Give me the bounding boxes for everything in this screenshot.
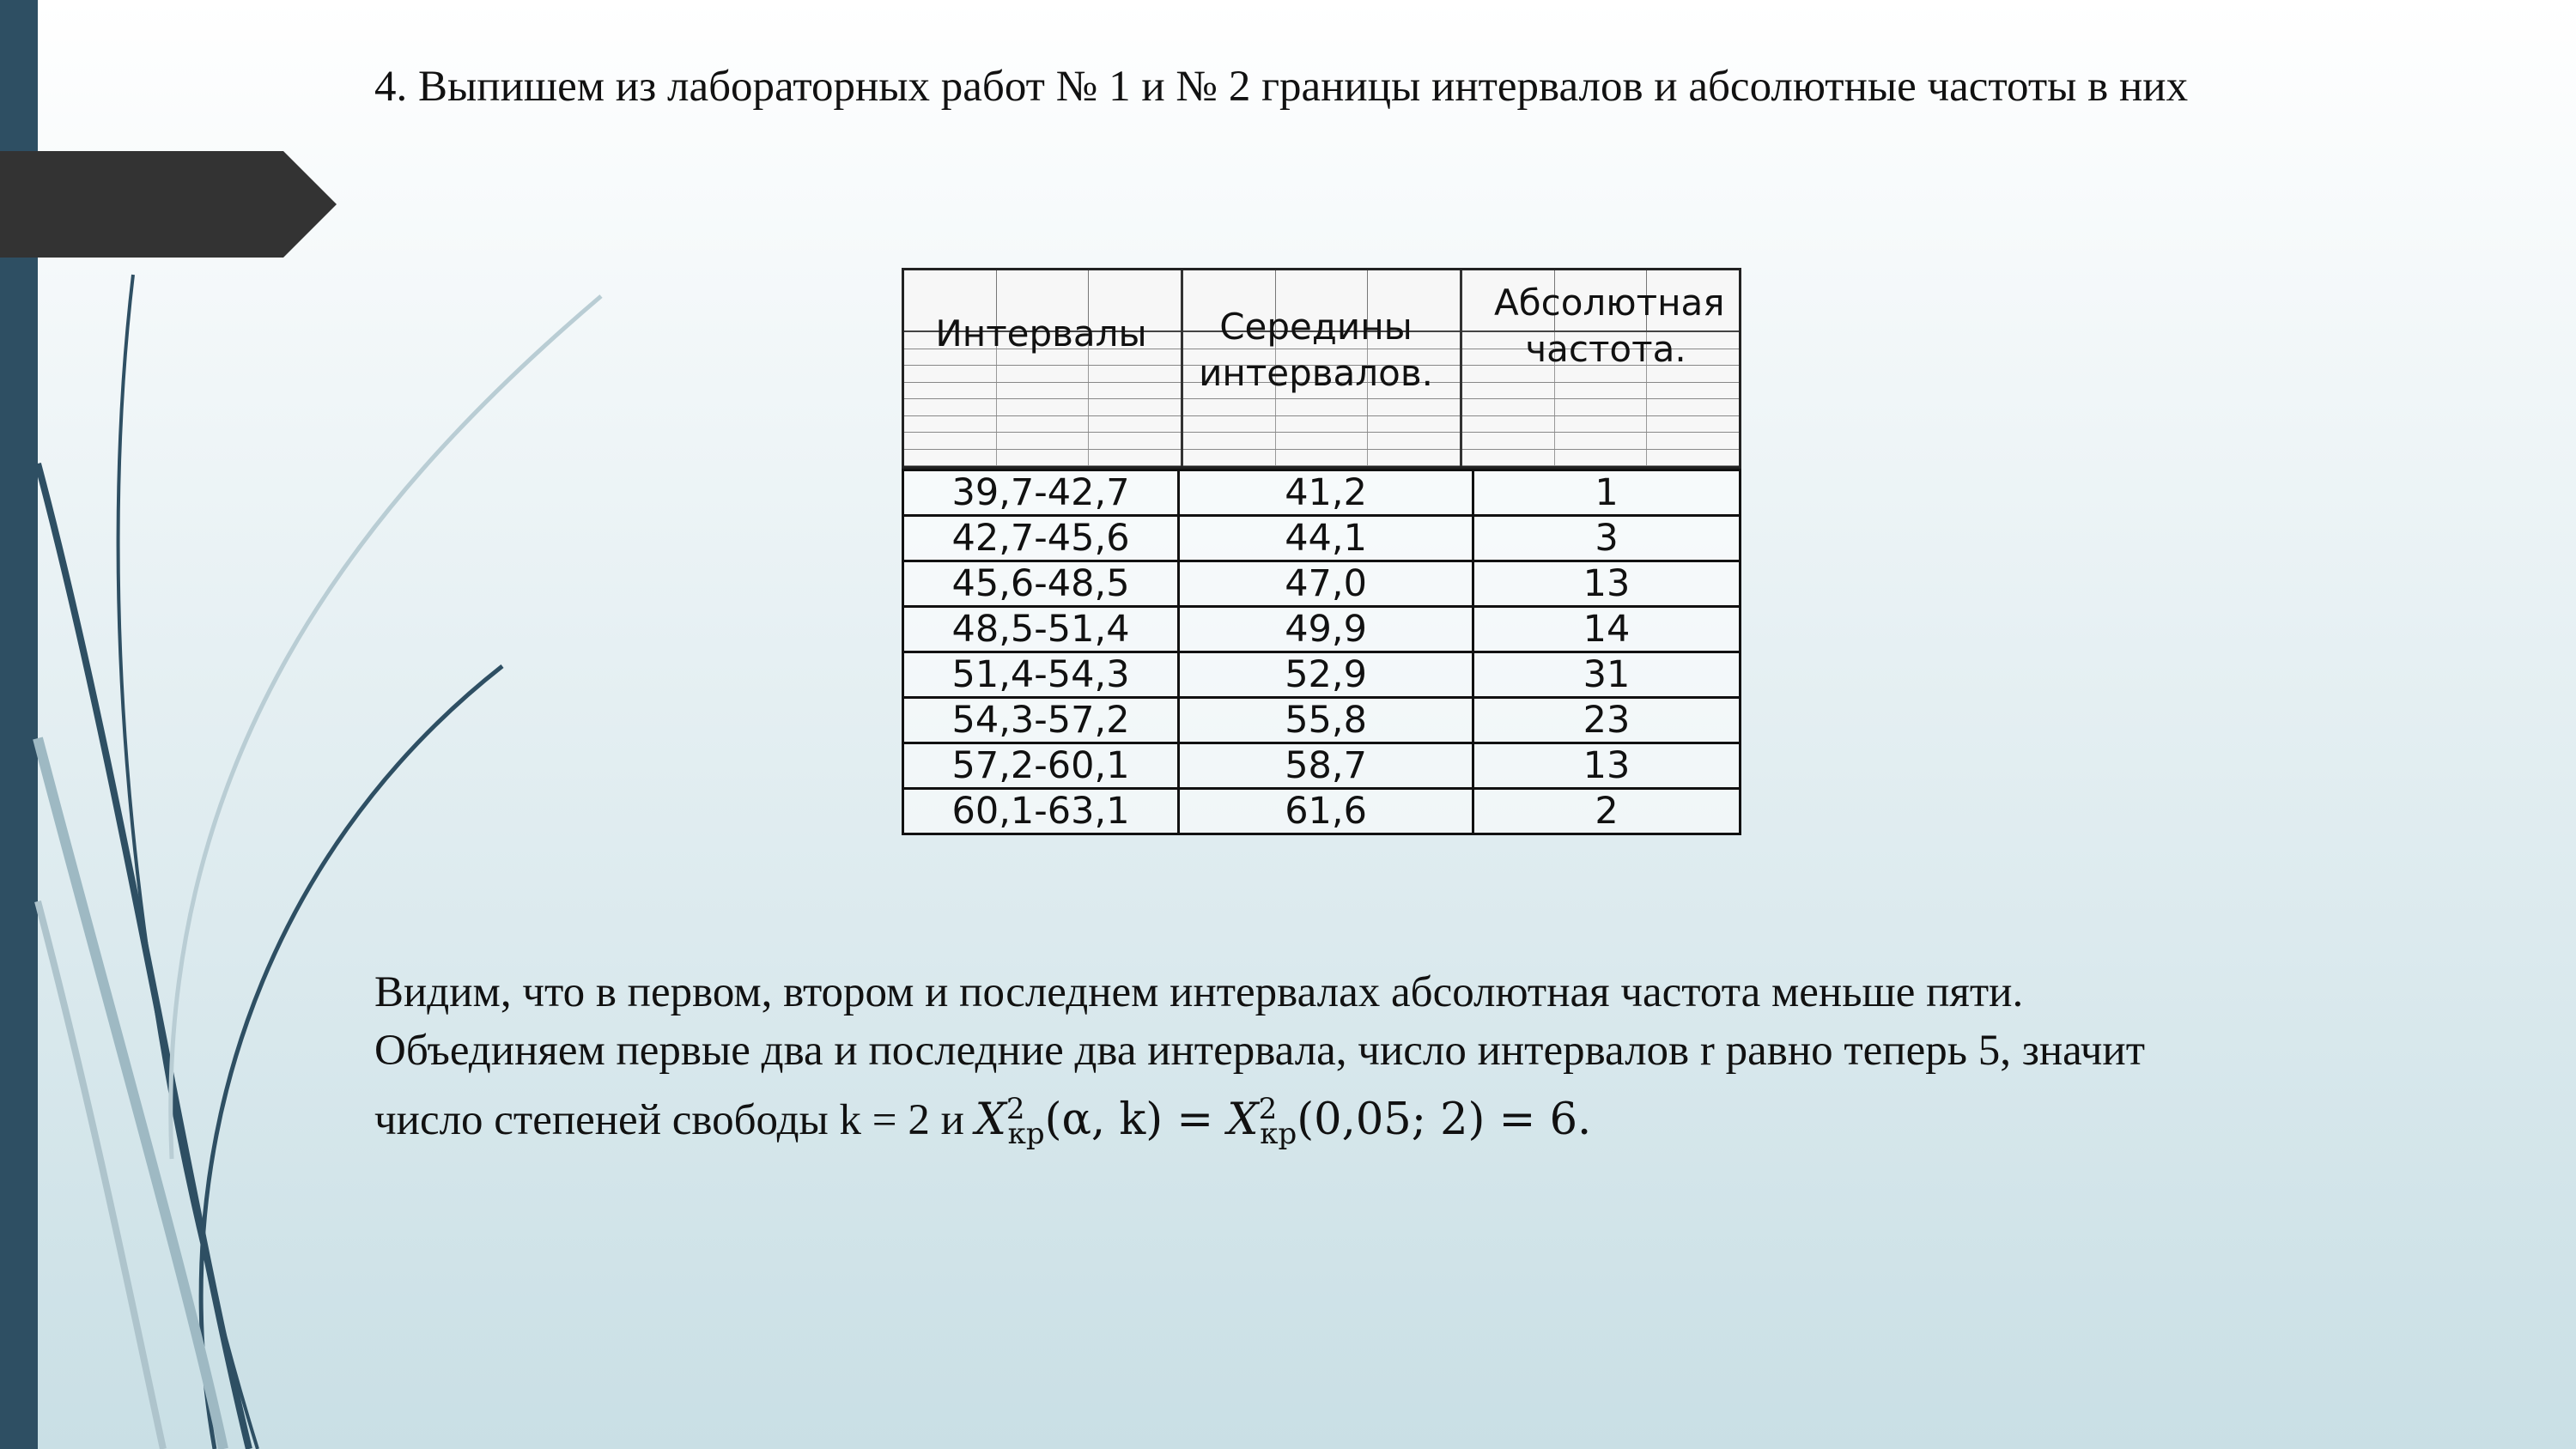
cell-interval: 60,1-63,1 — [903, 789, 1179, 834]
cell-midpoint: 52,9 — [1179, 652, 1473, 698]
table-row — [903, 561, 1741, 607]
frequency-table-area — [902, 268, 1741, 858]
cell-midpoint: 61,6 — [1179, 789, 1473, 834]
table-row — [903, 607, 1741, 652]
formula-sup-rhs: 2 — [1258, 1092, 1278, 1126]
formula-sub-rhs: кр — [1260, 1117, 1297, 1152]
formula-var-rhs: X — [1227, 1094, 1259, 1145]
header-abs-frequency: Абсолютная частота. — [1494, 282, 1725, 370]
cell-midpoint: 44,1 — [1179, 516, 1473, 561]
cell-frequency: 2 — [1473, 789, 1741, 834]
paragraph-line-1: Видим, что в первом, втором и последнем интервалах абсолютная частота меньше пяти. — [374, 968, 2024, 1016]
cell-interval: 42,7-45,6 — [903, 516, 1179, 561]
line-3-text: число степеней свободы k = 2 и — [374, 1096, 975, 1144]
cell-interval: 54,3-57,2 — [903, 698, 1179, 743]
cell-frequency: 14 — [1473, 607, 1741, 652]
paragraph-line-2: Объединяем первые два и последние два интервала, число интервалов r равно теперь 5, значит — [374, 1027, 2145, 1075]
header-intervals: Интервалы — [935, 312, 1147, 355]
cell-midpoint: 55,8 — [1179, 698, 1473, 743]
formula-eq: = — [1163, 1094, 1228, 1145]
table-row — [903, 652, 1741, 698]
table-row — [903, 516, 1741, 561]
cell-interval: 39,7-42,7 — [903, 470, 1179, 516]
cell-frequency: 1 — [1473, 470, 1741, 516]
slide-title: 4. Выпишем из лабораторных работ № 1 и № 2 границы интервалов и абсолютные частоты в них — [374, 63, 2189, 111]
formula-rhs-args: (0,05; 2) = 6. — [1297, 1094, 1592, 1145]
paragraph-line-3 — [374, 1080, 2435, 1163]
frequency-table — [902, 469, 1741, 835]
cell-frequency: 3 — [1473, 516, 1741, 561]
cell-interval: 57,2-60,1 — [903, 743, 1179, 789]
cell-frequency: 13 — [1473, 561, 1741, 607]
formula-sup: 2 — [1005, 1092, 1025, 1126]
conclusion-paragraph — [374, 963, 2435, 1163]
arrow-tab-shape — [0, 0, 343, 266]
table-row — [903, 789, 1741, 834]
header-midpoints: Середины интервалов. — [1199, 306, 1433, 394]
formula-lhs-args: (α, k) — [1044, 1094, 1163, 1145]
table-row — [903, 743, 1741, 789]
table-row — [903, 698, 1741, 743]
cell-midpoint: 58,7 — [1179, 743, 1473, 789]
cell-frequency: 31 — [1473, 652, 1741, 698]
cell-midpoint: 49,9 — [1179, 607, 1473, 652]
cell-frequency: 23 — [1473, 698, 1741, 743]
chi-square-formula — [975, 1092, 1592, 1152]
cell-interval: 48,5-51,4 — [903, 607, 1179, 652]
cell-midpoint: 47,0 — [1179, 561, 1473, 607]
formula-sub: кр — [1007, 1117, 1045, 1152]
cell-interval: 51,4-54,3 — [903, 652, 1179, 698]
scan-block — [904, 270, 1183, 466]
cell-midpoint: 41,2 — [1179, 470, 1473, 516]
cell-frequency: 13 — [1473, 743, 1741, 789]
cell-interval: 45,6-48,5 — [903, 561, 1179, 607]
formula-var: X — [975, 1094, 1006, 1145]
table-row — [903, 470, 1741, 516]
